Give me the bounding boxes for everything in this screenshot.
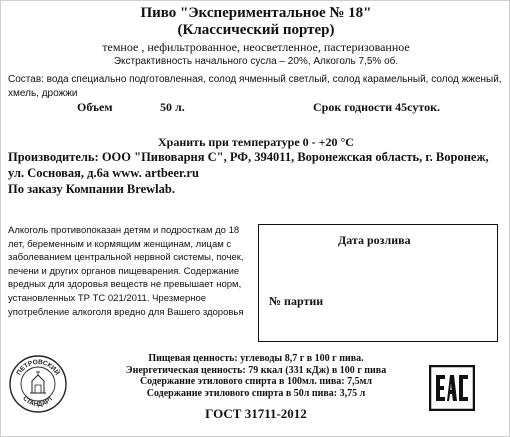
- storage-conditions: Хранить при температуре 0 - +20 °С: [158, 135, 354, 149]
- nutrition-line: Пищевая ценность: углеводы 8,7 г в 100 г пива.: [148, 353, 364, 364]
- extract-alcohol: Экстрактивность начального сусла – 20%, Алкоголь 7,5% об.: [113, 56, 399, 67]
- product-descriptors: темное , нефильтрованное, неосветленное, пастеризованное: [102, 40, 410, 54]
- volume-value: 50 л.: [160, 100, 185, 114]
- svg-text:СТАНДАРТ: СТАНДАРТ: [21, 395, 55, 409]
- eac-mark-icon: [429, 365, 475, 411]
- producer-info: Производитель: ООО "Пивоварня С", РФ, 394011, Воронежская область, г. Воронеж, ул. Сосновая, д.6а www. artbeer.ru: [8, 150, 489, 180]
- product-style: (Классический портер): [177, 22, 335, 38]
- bottling-date-label: Дата розлива: [338, 233, 411, 247]
- batch-number-label: № партии: [269, 294, 324, 308]
- nutrition-line: Содержание этилового спирта в 100мл. пива: 7,5мл: [139, 376, 373, 388]
- health-warnings: Алкоголь противопоказан детям и подросткам до 18 лет, беременным и кормящим женщинам, лицам с заболеванием центральной нервной системы, почек, печени и других органов пищеварения. Содержание вредных для здоровья веществ не превышает норм, установленных ТР ТС 021/2011. Чрезмерное употребление алкоголя вредно для Вашего здоровья: [8, 225, 244, 318]
- composition: Состав: вода специально подготовленная, солод ячменный светлый, солод карамельный, солод жженый, хмель, дрожжи: [8, 74, 502, 99]
- product-title: Пиво "Экспериментальное № 18": [140, 5, 372, 21]
- nutrition-line: Энергетическая ценность: 79 ккал (331 кДж) в 100 г пива: [125, 364, 387, 376]
- svg-text:ПЕТРОВСКИЙ: ПЕТРОВСКИЙ: [15, 358, 61, 377]
- gost-standard: ГОСТ 31711-2012: [205, 406, 307, 421]
- shelf-life: Срок годности 45суток.: [313, 100, 440, 114]
- nutrition-line: Содержание этилового спирта в 50л пива: 3,75 л: [146, 388, 366, 400]
- order-info: По заказу Компании Brewlab.: [8, 182, 175, 196]
- volume-label: Объем: [77, 100, 113, 114]
